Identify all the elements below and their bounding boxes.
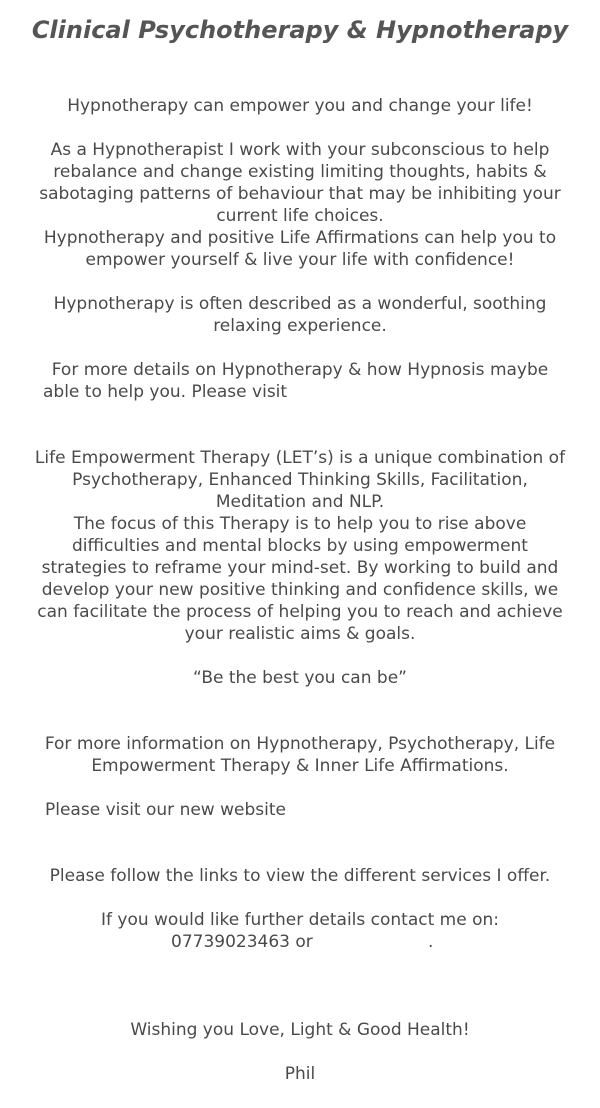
let-line-8: can facilitate the process of helping you to reach and achieve: [37, 602, 563, 622]
let-line-9: your realistic aims & goals.: [184, 624, 416, 644]
more-info-line-2: Empowerment Therapy & Inner Life Affirmations.: [91, 756, 509, 776]
new-website-text: [14, 799, 586, 821]
hypno-line-6: empower yourself & live your life with confidence!: [85, 250, 515, 270]
signature: Phil: [284, 1064, 316, 1084]
let-line-2: Psychotherapy, Enhanced Thinking Skills, Facilitation,: [72, 470, 528, 490]
signature-text: [14, 1063, 586, 1085]
contact-intro-line: If you would like further details contact me on:: [100, 910, 499, 930]
let-line-5: difficulties and mental blocks by using empowerment: [72, 536, 528, 556]
intro-line: Hypnotherapy can empower you and change your life!: [67, 96, 533, 116]
details-paragraph: [14, 359, 586, 403]
page-title: Clinical Psychotherapy & Hypnotherapy: [31, 16, 569, 44]
hypno-line-5: Hypnotherapy and positive Life Affirmations can help you to: [43, 228, 557, 248]
quote-line: “Be the best you can be”: [193, 668, 407, 688]
details-line-2: able to help you. Please visit: [43, 382, 288, 402]
hypno-line-3: sabotaging patterns of behaviour that may be inhibiting your: [39, 184, 561, 204]
more-info-line-1: For more information on Hypnotherapy, Psychotherapy, Life: [44, 734, 556, 754]
let-line-3: Meditation and NLP.: [215, 492, 385, 512]
follow-links-line: Please follow the links to view the different services I offer.: [49, 866, 551, 886]
contact-end-punctuation: .: [428, 932, 434, 952]
more-info-paragraph: [14, 733, 586, 777]
let-paragraph: [14, 447, 586, 645]
contact-intro-text: [14, 909, 586, 931]
hypnotherapy-paragraph: [14, 139, 586, 271]
intro-text: [14, 95, 586, 117]
follow-links-text: [14, 865, 586, 887]
let-line-7: develop your new positive thinking and confidence skills, we: [41, 580, 559, 600]
details-line-1: For more details on Hypnotherapy & how Hypnosis maybe: [51, 360, 549, 380]
wishing-line: Wishing you Love, Light & Good Health!: [130, 1020, 470, 1040]
soothing-line-1: Hypnotherapy is often described as a wonderful, soothing: [53, 294, 547, 314]
soothing-line-2: relaxing experience.: [213, 316, 387, 336]
wishing-text: [14, 1019, 586, 1041]
quote-text: [14, 667, 586, 689]
let-line-6: strategies to reframe your mind-set. By working to build and: [41, 558, 559, 578]
soothing-paragraph: [14, 293, 586, 337]
phone-number: 07739023463 or: [171, 932, 313, 952]
new-website-line: Please visit our new website: [45, 800, 286, 820]
let-line-4: The focus of this Therapy is to help you to rise above: [73, 514, 527, 534]
hypno-line-4: current life choices.: [216, 206, 384, 226]
hypno-line-1: As a Hypnotherapist I work with your subconscious to help: [50, 140, 550, 160]
let-line-1: Life Empowerment Therapy (LET’s) is a unique combination of: [34, 448, 566, 468]
hypno-line-2: rebalance and change existing limiting thoughts, habits &: [53, 162, 547, 182]
